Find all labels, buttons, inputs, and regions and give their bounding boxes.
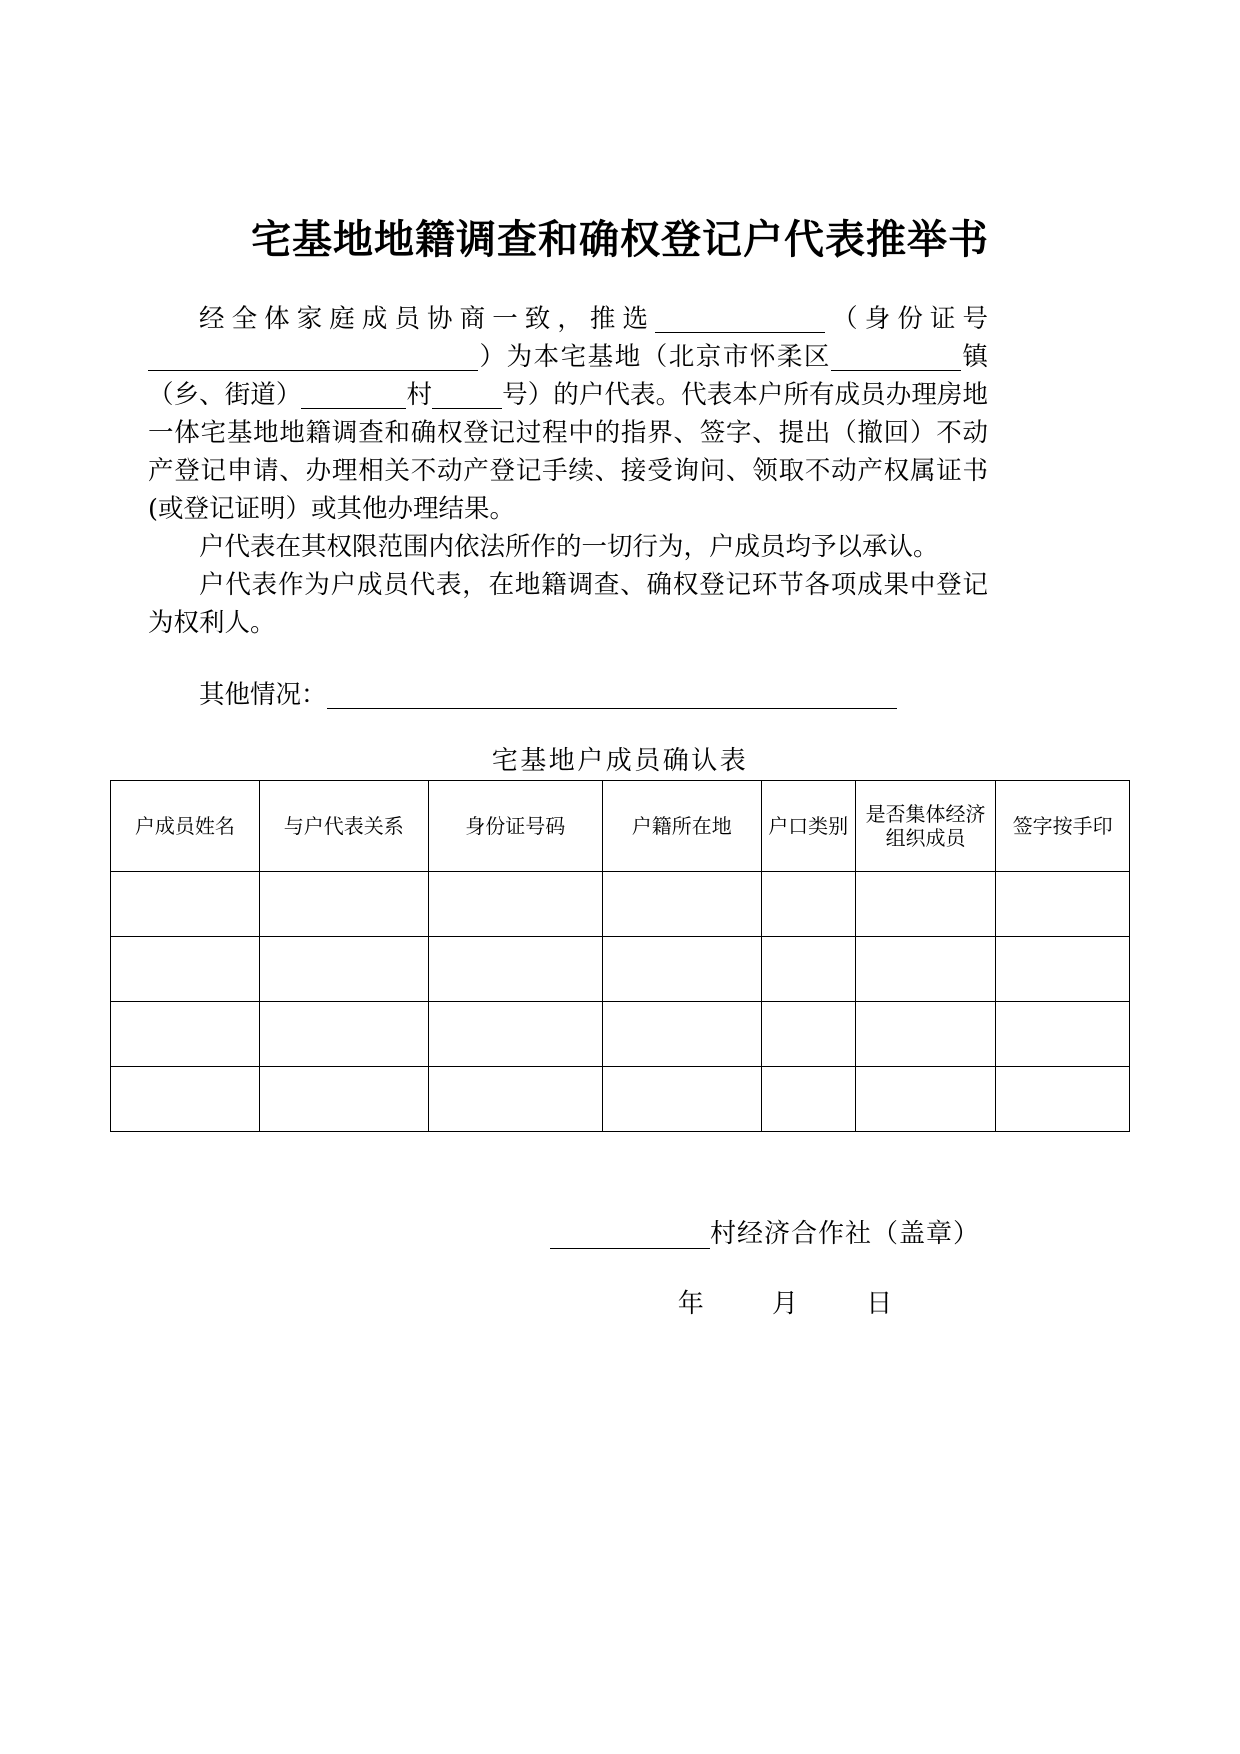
cell-id-number[interactable] [428,872,602,937]
column-header-relationship: 与户代表关系 [259,781,428,872]
cell-member-name[interactable] [111,937,260,1002]
cell-household-location[interactable] [602,1002,761,1067]
blank-house-number[interactable] [432,382,502,410]
date-day-label: 日 [866,1289,893,1319]
column-header-household-location: 户籍所在地 [602,781,761,872]
cell-signature-fingerprint[interactable] [996,1067,1130,1132]
cell-id-number[interactable] [428,1067,602,1132]
member-table-caption: 宅基地户成员确认表 [491,746,749,776]
cell-member-name[interactable] [111,1002,260,1067]
table-header [111,781,1130,872]
cell-member-name[interactable] [111,872,260,937]
page-title: 宅基地地籍调查和确权登记户代表推举书 [251,217,989,263]
cell-relationship[interactable] [259,1002,428,1067]
cell-household-location[interactable] [602,937,761,1002]
cell-collective-member[interactable] [855,937,996,1002]
table-row[interactable] [111,1067,1130,1132]
table-header-row [111,781,1130,872]
cell-member-name[interactable] [111,1067,260,1132]
cell-collective-member[interactable] [855,1067,996,1132]
blank-representative-name[interactable] [655,306,825,334]
table-body [111,872,1130,1132]
cell-household-type[interactable] [761,872,855,937]
blank-town[interactable] [831,344,961,372]
footer-organization-row [0,1213,1240,1250]
member-confirmation-table [110,780,1130,1132]
table-row[interactable] [111,872,1130,937]
blank-village[interactable] [301,382,406,410]
cell-household-location[interactable] [602,872,761,937]
cell-id-number[interactable] [428,937,602,1002]
cell-household-location[interactable] [602,1067,761,1132]
p1-segment-5: 村 [406,380,433,410]
cell-household-type[interactable] [761,1067,855,1132]
column-header-id-number: 身份证号码 [428,781,602,872]
cell-relationship[interactable] [259,1067,428,1132]
blank-id-number[interactable] [148,344,478,372]
other-situation-row [148,676,988,714]
cell-collective-member[interactable] [855,1002,996,1067]
footer-organization-label: 村经济合作社（盖章） [709,1219,980,1249]
blank-other-situation[interactable] [327,682,897,710]
paragraph-1 [148,300,988,528]
cell-relationship[interactable] [259,937,428,1002]
cell-household-type[interactable] [761,1002,855,1067]
cell-signature-fingerprint[interactable] [996,937,1130,1002]
cell-id-number[interactable] [428,1002,602,1067]
column-header-member-name: 户成员姓名 [111,781,260,872]
document-body [148,300,988,642]
cell-relationship[interactable] [259,872,428,937]
column-header-collective-member: 是否集体经济组织成员 [855,781,996,872]
footer-date-row [0,1283,1240,1320]
p1-segment-3: ）为本宅基地（北京市怀柔区 [478,342,831,372]
column-header-signature-fingerprint: 签字按手印 [996,781,1130,872]
blank-organization-name[interactable] [550,1220,710,1248]
date-month-label: 月 [771,1289,798,1319]
p1-segment-1: 经全体家庭成员协商一致，推选 [199,304,656,334]
p1-segment-4: 镇（乡、街道） [148,342,988,410]
paragraph-2: 户代表在其权限范围内依法所作的一切行为，户成员均予以承认。 [199,532,939,562]
paragraph-3: 户代表作为户成员代表，在地籍调查、确权登记环节各项成果中登记为权利人。 [148,570,988,638]
p1-segment-6: 号）的户代表。代表本户所有成员办理房地一体宅基地地籍调查和确权登记过程中的指界、签字、提出（撤回）不动产登记申请、办理相关不动产登记手续、接受询问、领取不动产权属证书(或登记证明）或其他办理结果。 [148,380,988,524]
date-year-label: 年 [677,1289,704,1319]
column-header-household-type: 户口类别 [761,781,855,872]
cell-signature-fingerprint[interactable] [996,1002,1130,1067]
table-row[interactable] [111,1002,1130,1067]
p1-segment-2: （身份证号 [825,304,988,334]
cell-signature-fingerprint[interactable] [996,872,1130,937]
other-situation-label: 其他情况： [199,680,327,710]
cell-collective-member[interactable] [855,872,996,937]
cell-household-type[interactable] [761,937,855,1002]
table-row[interactable] [111,937,1130,1002]
